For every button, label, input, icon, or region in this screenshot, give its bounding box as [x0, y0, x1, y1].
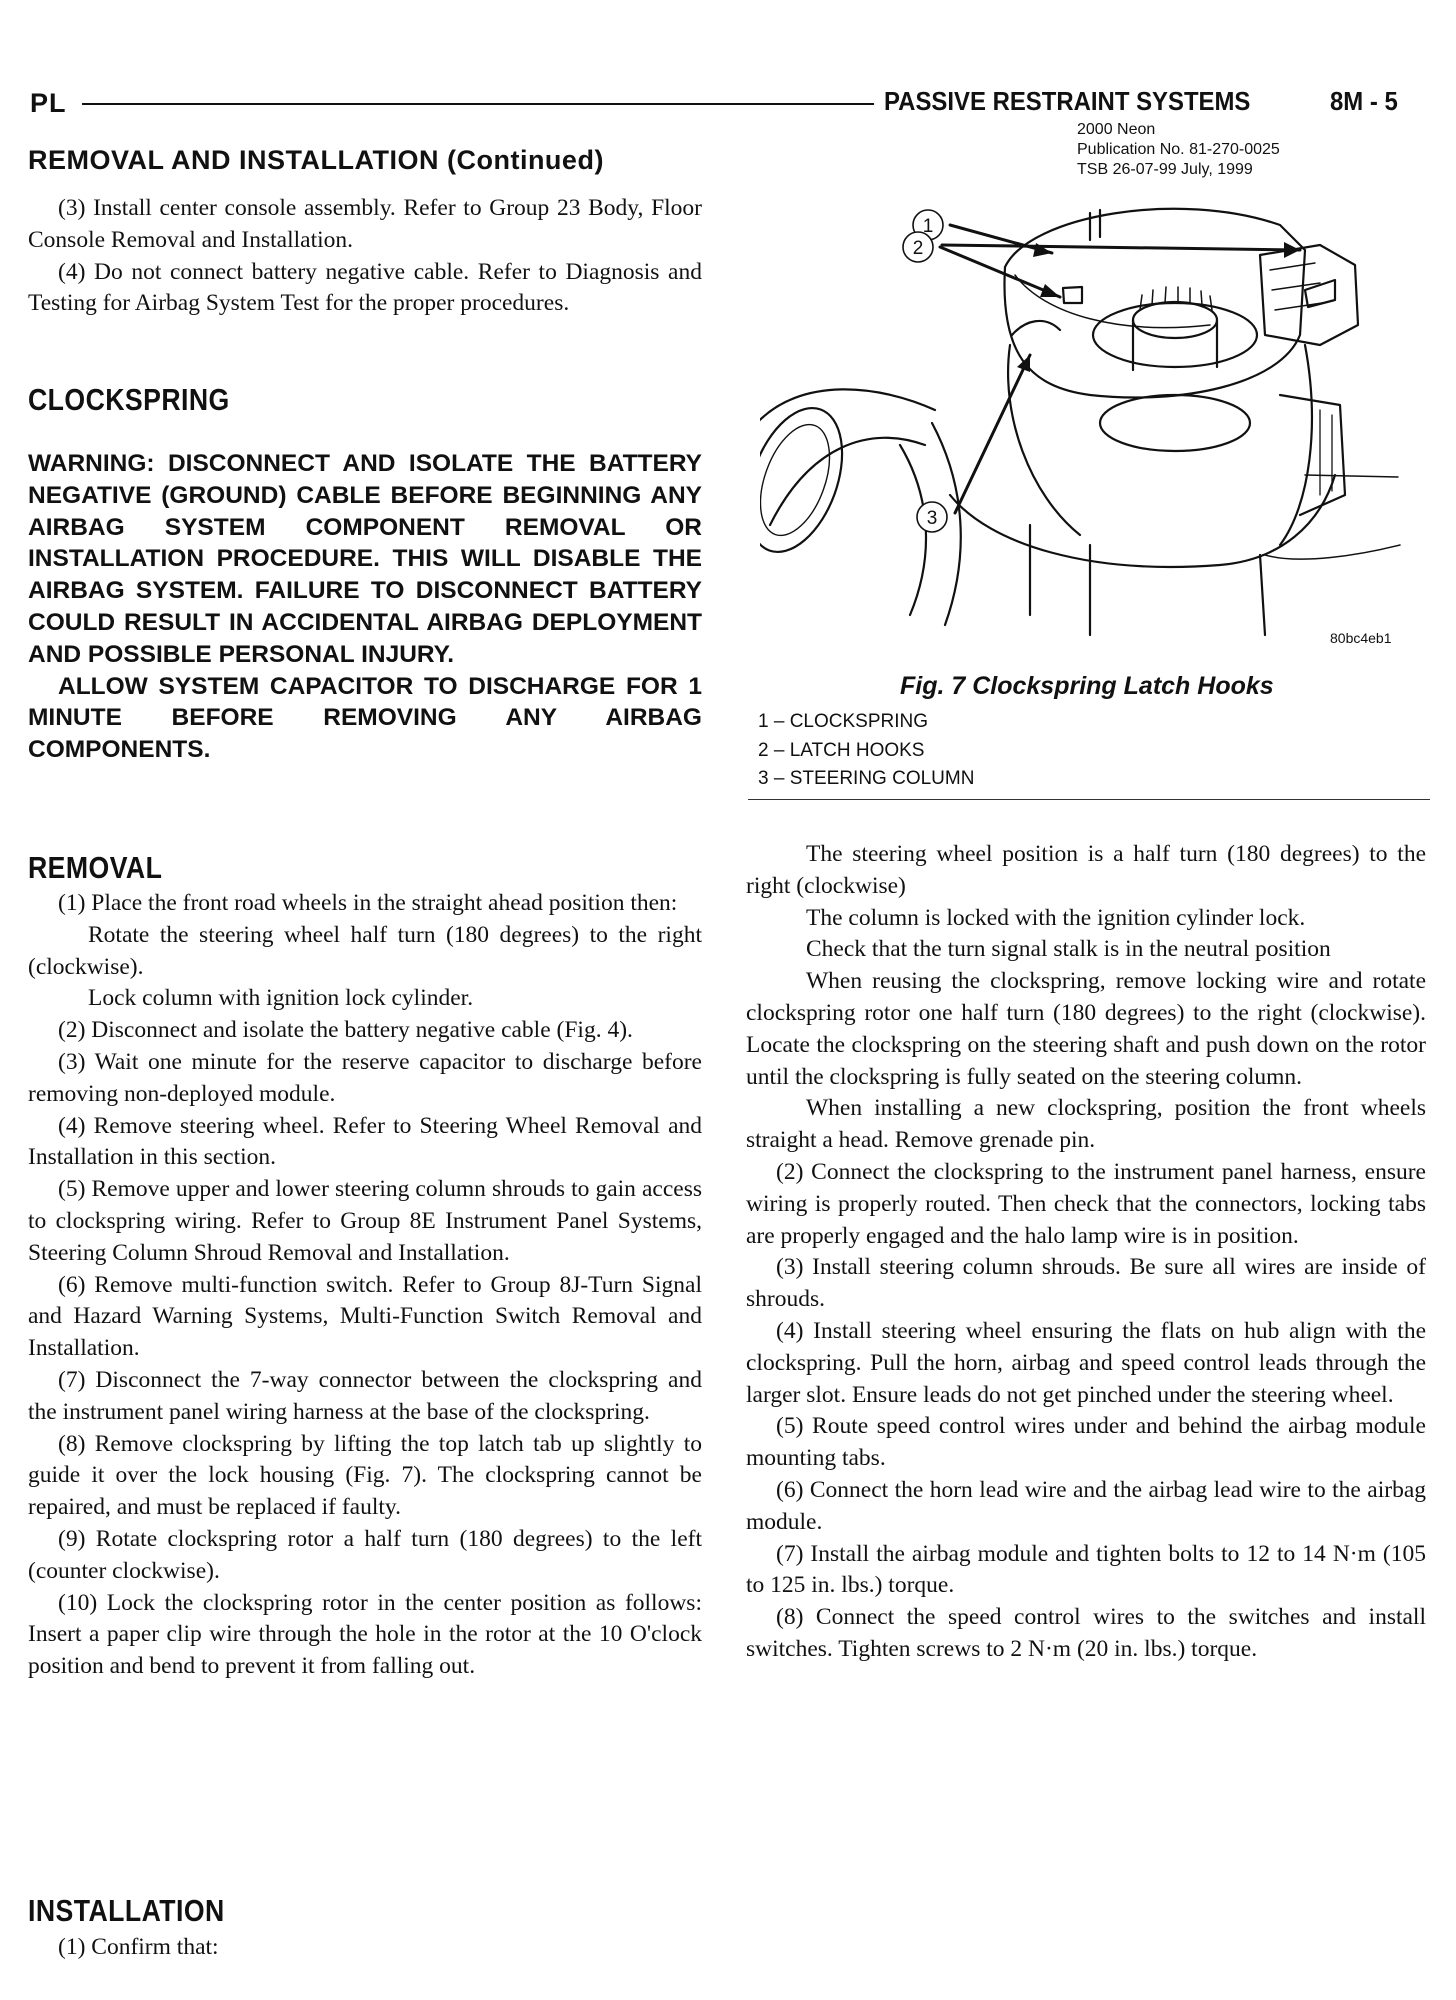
- removal-substep: Rotate the steering wheel half turn (180 degrees) to the right (clockwise).: [28, 921, 702, 980]
- install-step: (8) Connect the speed control wires to the switches and install switches. Tighten screws to 2 N·m (20 in. lbs.) torque.: [746, 1604, 1426, 1662]
- intro-step-4: (4) Do not connect battery negative cable. Refer to Diagnosis and Testing for Airbag System Test for the proper procedures.: [28, 258, 702, 317]
- install-check: The column is locked with the ignition cylinder lock.: [806, 904, 1306, 931]
- continued-heading: REMOVAL AND INSTALLATION (Continued): [28, 145, 604, 175]
- removal-step: (5) Remove upper and lower steering column shrouds to gain access to clockspring wiring. Refer to Group 8E Instrument Panel Systems, Steering Column Shroud Removal and Installation.: [28, 1176, 702, 1266]
- figure-caption: Fig. 7 Clockspring Latch Hooks: [900, 672, 1274, 700]
- removal-heading: REMOVAL: [28, 850, 163, 885]
- removal-step: (1) Place the front road wheels in the straight ahead position then:: [58, 890, 678, 916]
- clockspring-heading: CLOCKSPRING: [28, 382, 230, 417]
- figure-legend: [758, 708, 974, 794]
- install-step: (2) Connect the clockspring to the instrument panel harness, ensure wiring is properly routed. Then check that the connectors, locking tabs are properly engaged and the halo lamp wire is in position.: [746, 1158, 1426, 1249]
- install-step: (5) Route speed control wires under and behind the airbag module mounting tabs.: [746, 1413, 1426, 1472]
- installation-heading: INSTALLATION: [28, 1893, 225, 1928]
- capacitor-caution: ALLOW SYSTEM CAPACITOR TO DISCHARGE FOR 1 MINUTE BEFORE REMOVING ANY AIRBAG COMPONENTS.: [28, 672, 702, 764]
- tsb-publication: Publication No. 81-270-0025: [1077, 141, 1280, 158]
- intro-steps: [28, 193, 702, 320]
- figure-callout-3: 3: [926, 508, 938, 529]
- install-step: (3) Install steering column shrouds. Be sure all wires are inside of shrouds.: [746, 1254, 1426, 1313]
- removal-step: (10) Lock the clockspring rotor in the center position as follows: Insert a paper clip wire through the hole in the rotor at the 10 O'clock position and bend to prevent it from falling out.: [28, 1589, 702, 1680]
- figure-code: 80bc4eb1: [1330, 630, 1392, 646]
- header-group-code: PL: [30, 88, 67, 118]
- removal-step: (7) Disconnect the 7-way connector between the clockspring and the instrument panel wiring harness at the base of the clockspring.: [28, 1366, 702, 1425]
- legend-item: 2 – LATCH HOOKS: [758, 739, 925, 761]
- removal-step: (4) Remove steering wheel. Refer to Steering Wheel Removal and Installation in this section.: [28, 1112, 702, 1171]
- installation-step-1: (1) Confirm that:: [58, 1934, 219, 1960]
- install-check: When installing a new clockspring, position the front wheels straight a head. Remove grenade pin.: [746, 1095, 1426, 1154]
- figure-callout-1: 1: [922, 216, 934, 237]
- page-number: 8M - 5: [1330, 86, 1398, 116]
- removal-step: (8) Remove clockspring by lifting the top latch tab up slightly to guide it over the lock housing (Fig. 7). The clockspring cannot be repaired, and must be replaced if faulty.: [28, 1430, 702, 1521]
- removal-substep: Lock column with ignition lock cylinder.: [88, 985, 474, 1012]
- warning-text: WARNING: DISCONNECT AND ISOLATE THE BATTERY NEGATIVE (GROUND) CABLE BEFORE BEGINNING ANY AIRBAG SYSTEM COMPONENT REMOVAL OR INSTALLATION PROCEDURE. THIS WILL DISABLE THE AIRBAG SYSTEM. FAILURE TO DISCONNECT BATTERY COULD RESULT IN ACCIDENTAL AIRBAG DEPLOYMENT AND POSSIBLE PERSONAL INJURY.: [28, 450, 702, 668]
- removal-step: (3) Wait one minute for the reserve capacitor to discharge before removing non-deployed module.: [28, 1048, 702, 1107]
- installation-continued: [746, 839, 1426, 1666]
- tsb-block: [1077, 120, 1280, 180]
- removal-step: (2) Disconnect and isolate the battery negative cable (Fig. 4).: [58, 1017, 633, 1044]
- install-check: When reusing the clockspring, remove locking wire and rotate clockspring rotor one half turn (180 degrees) to the right (clockwise). Locate the clockspring on the steering shaft and push down on the rotor until the clockspring is fully seated on the steering column.: [746, 968, 1426, 1090]
- install-check: The steering wheel position is a half turn (180 degrees) to the right (clockwise): [746, 841, 1426, 899]
- tsb-model: 2000 Neon: [1077, 121, 1156, 138]
- removal-steps: [28, 888, 702, 1683]
- header-title: PASSIVE RESTRAINT SYSTEMS: [884, 86, 1251, 116]
- install-step: (7) Install the airbag module and tighten bolts to 12 to 14 N·m (105 to 125 in. lbs.) torque.: [746, 1540, 1426, 1599]
- installation-steps: [28, 1932, 702, 1964]
- install-check: Check that the turn signal stalk is in the neutral position: [806, 936, 1331, 963]
- tsb-number-date: TSB 26-07-99 July, 1999: [1077, 161, 1253, 178]
- removal-step: (9) Rotate clockspring rotor a half turn (180 degrees) to the left (counter clockwise).: [28, 1525, 702, 1584]
- figure-rule: [748, 799, 1430, 800]
- legend-item: 1 – CLOCKSPRING: [758, 711, 928, 732]
- removal-step: (6) Remove multi-function switch. Refer to Group 8J-Turn Signal and Hazard Warning Systems, Multi-Function Switch Removal and Installation.: [28, 1271, 702, 1362]
- install-step: (4) Install steering wheel ensuring the flats on hub align with the clockspring. Pull the horn, airbag and speed control leads through the larger slot. Ensure leads do not get pinched under the steering wheel.: [746, 1317, 1426, 1408]
- figure-callout-2: 2: [912, 238, 924, 259]
- legend-item: 3 – STEERING COLUMN: [758, 768, 975, 789]
- intro-step-3: (3) Install center console assembly. Refer to Group 23 Body, Floor Console Removal and Installation.: [28, 195, 702, 253]
- header-rule: [82, 103, 874, 105]
- warning-block: [28, 448, 702, 766]
- install-step: (6) Connect the horn lead wire and the airbag lead wire to the airbag module.: [746, 1476, 1426, 1535]
- clockspring-illustration: [760, 195, 1440, 655]
